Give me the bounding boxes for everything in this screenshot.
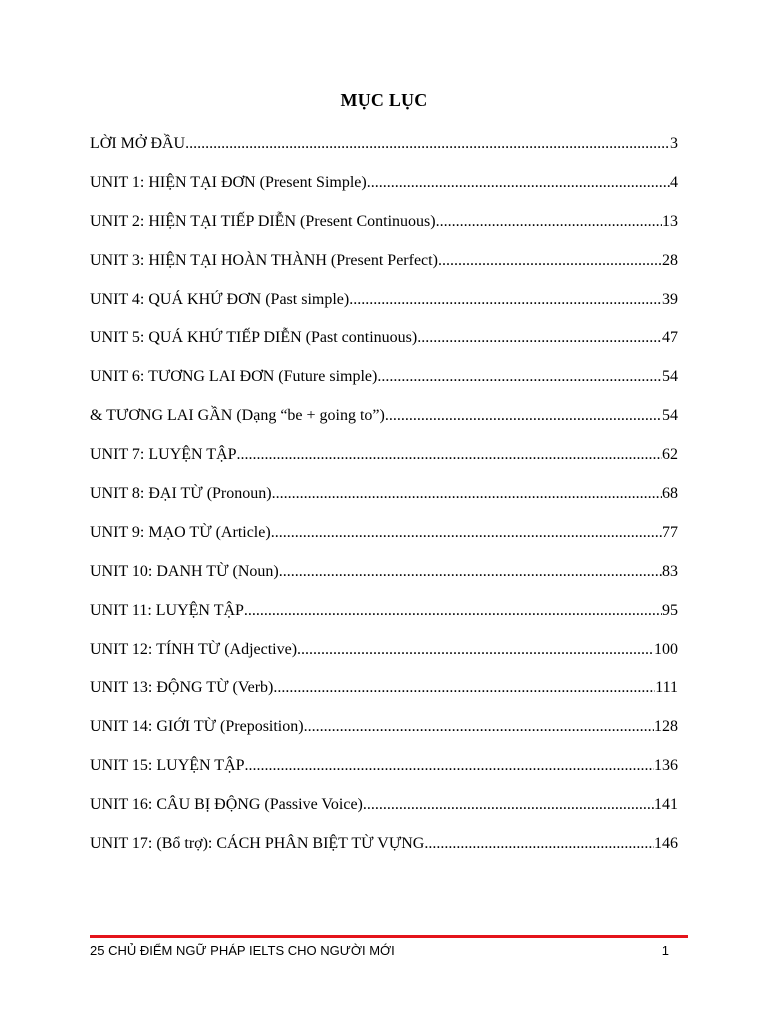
toc-entry-label: UNIT 16: CÂU BỊ ĐỘNG (Passive Voice) xyxy=(90,796,363,814)
toc-entry[interactable] xyxy=(90,210,678,249)
toc-entry[interactable] xyxy=(90,521,678,560)
toc-entry-page: 100 xyxy=(654,640,678,658)
toc-entry-page: 141 xyxy=(654,796,678,814)
toc-entry-label: UNIT 8: ĐẠI TỪ (Pronoun) xyxy=(90,485,272,503)
toc-dot-leader xyxy=(279,560,662,584)
toc-entry[interactable] xyxy=(90,754,678,793)
toc-entry-page: 83 xyxy=(662,562,678,580)
toc-entry[interactable] xyxy=(90,288,678,327)
toc-entry-page: 62 xyxy=(662,446,678,464)
toc-entry-label: UNIT 11: LUYỆN TẬP xyxy=(90,601,244,619)
footer-title: 25 CHỦ ĐIỂM NGỮ PHÁP IELTS CHO NGƯỜI MỚI xyxy=(90,943,395,958)
toc-entry[interactable] xyxy=(90,599,678,638)
toc-entry-label: & TƯƠNG LAI GẦN (Dạng “be + going to”) xyxy=(90,407,385,425)
toc-dot-leader xyxy=(417,326,662,350)
toc-dot-leader xyxy=(245,754,654,778)
toc-entry-label: UNIT 17: (Bổ trợ): CÁCH PHÂN BIỆT TỪ VỰNG xyxy=(90,835,425,853)
toc-dot-leader xyxy=(237,443,662,467)
toc-entry-label: UNIT 10: DANH TỪ (Noun) xyxy=(90,562,279,580)
toc-dot-leader xyxy=(349,288,662,312)
toc-entry[interactable] xyxy=(90,326,678,365)
toc-entry-label: UNIT 3: HIỆN TẠI HOÀN THÀNH (Present Perfect) xyxy=(90,251,438,269)
toc-dot-leader xyxy=(185,132,670,156)
toc-entry[interactable] xyxy=(90,560,678,599)
toc-entry[interactable] xyxy=(90,404,678,443)
toc-entry-page: 39 xyxy=(662,290,678,308)
toc-entry-label: UNIT 13: ĐỘNG TỪ (Verb) xyxy=(90,679,274,697)
page-title: MỤC LỤC xyxy=(340,90,428,110)
toc-dot-leader xyxy=(244,599,662,623)
toc-entry-label: UNIT 4: QUÁ KHỨ ĐƠN (Past simple) xyxy=(90,290,350,308)
toc-dot-leader xyxy=(436,210,662,234)
toc-entry[interactable] xyxy=(90,171,678,210)
toc-entry-label: UNIT 12: TÍNH TỪ (Adjective) xyxy=(90,640,298,658)
toc-dot-leader xyxy=(367,171,670,195)
toc-entry-page: 95 xyxy=(662,601,678,619)
toc-dot-leader xyxy=(297,638,654,662)
toc-dot-leader xyxy=(438,249,662,273)
toc-dot-leader xyxy=(273,676,655,700)
toc-entry-label: UNIT 14: GIỚI TỪ (Preposition) xyxy=(90,718,304,736)
toc-entry-label: LỜI MỞ ĐẦU xyxy=(90,135,186,152)
toc-entry-page: 13 xyxy=(662,212,678,230)
toc-entry-page: 3 xyxy=(670,135,678,152)
toc-entry-page: 128 xyxy=(654,718,678,736)
toc-entry-page: 4 xyxy=(670,173,678,191)
toc-entry-label: UNIT 15: LUYỆN TẬP xyxy=(90,757,245,775)
toc-dot-leader xyxy=(377,365,662,389)
toc-entry[interactable] xyxy=(90,132,678,171)
toc-entry-page: 28 xyxy=(662,251,678,269)
footer-divider xyxy=(90,935,688,938)
toc-entry-label: UNIT 2: HIỆN TẠI TIẾP DIỄN (Present Continuous) xyxy=(90,212,436,230)
toc-entry-label: UNIT 1: HIỆN TẠI ĐƠN (Present Simple) xyxy=(90,173,367,191)
toc-entry-page: 136 xyxy=(654,757,678,775)
toc-entry-label: UNIT 7: LUYỆN TẬP xyxy=(90,446,237,464)
toc-entry[interactable] xyxy=(90,365,678,404)
toc-entry-label: UNIT 5: QUÁ KHỨ TIẾP DIỄN (Past continuous) xyxy=(90,329,418,347)
toc-entry[interactable] xyxy=(90,793,678,832)
toc-entry[interactable] xyxy=(90,832,678,871)
toc-entry-page: 77 xyxy=(662,523,678,541)
toc-entry[interactable] xyxy=(90,715,678,754)
toc-entry-label: UNIT 6: TƯƠNG LAI ĐƠN (Future simple) xyxy=(90,368,378,386)
toc-entry-label: UNIT 9: MẠO TỪ (Article) xyxy=(90,523,271,541)
toc-entry[interactable] xyxy=(90,482,678,521)
toc-dot-leader xyxy=(271,521,662,545)
table-of-contents xyxy=(90,132,678,871)
toc-entry-page: 146 xyxy=(654,835,678,853)
toc-entry[interactable] xyxy=(90,638,678,677)
toc-entry-page: 54 xyxy=(662,407,678,425)
toc-dot-leader xyxy=(385,404,662,428)
toc-dot-leader xyxy=(304,715,654,739)
toc-dot-leader xyxy=(424,832,654,856)
toc-entry-page: 54 xyxy=(662,368,678,386)
toc-dot-leader xyxy=(272,482,662,506)
toc-entry[interactable] xyxy=(90,676,678,715)
toc-entry[interactable] xyxy=(90,443,678,482)
toc-entry-page: 68 xyxy=(662,485,678,503)
toc-entry[interactable] xyxy=(90,249,678,288)
toc-entry-page: 47 xyxy=(662,329,678,347)
footer-page-number: 1 xyxy=(661,943,669,958)
toc-dot-leader xyxy=(363,793,654,817)
toc-entry-page: 111 xyxy=(655,679,678,697)
